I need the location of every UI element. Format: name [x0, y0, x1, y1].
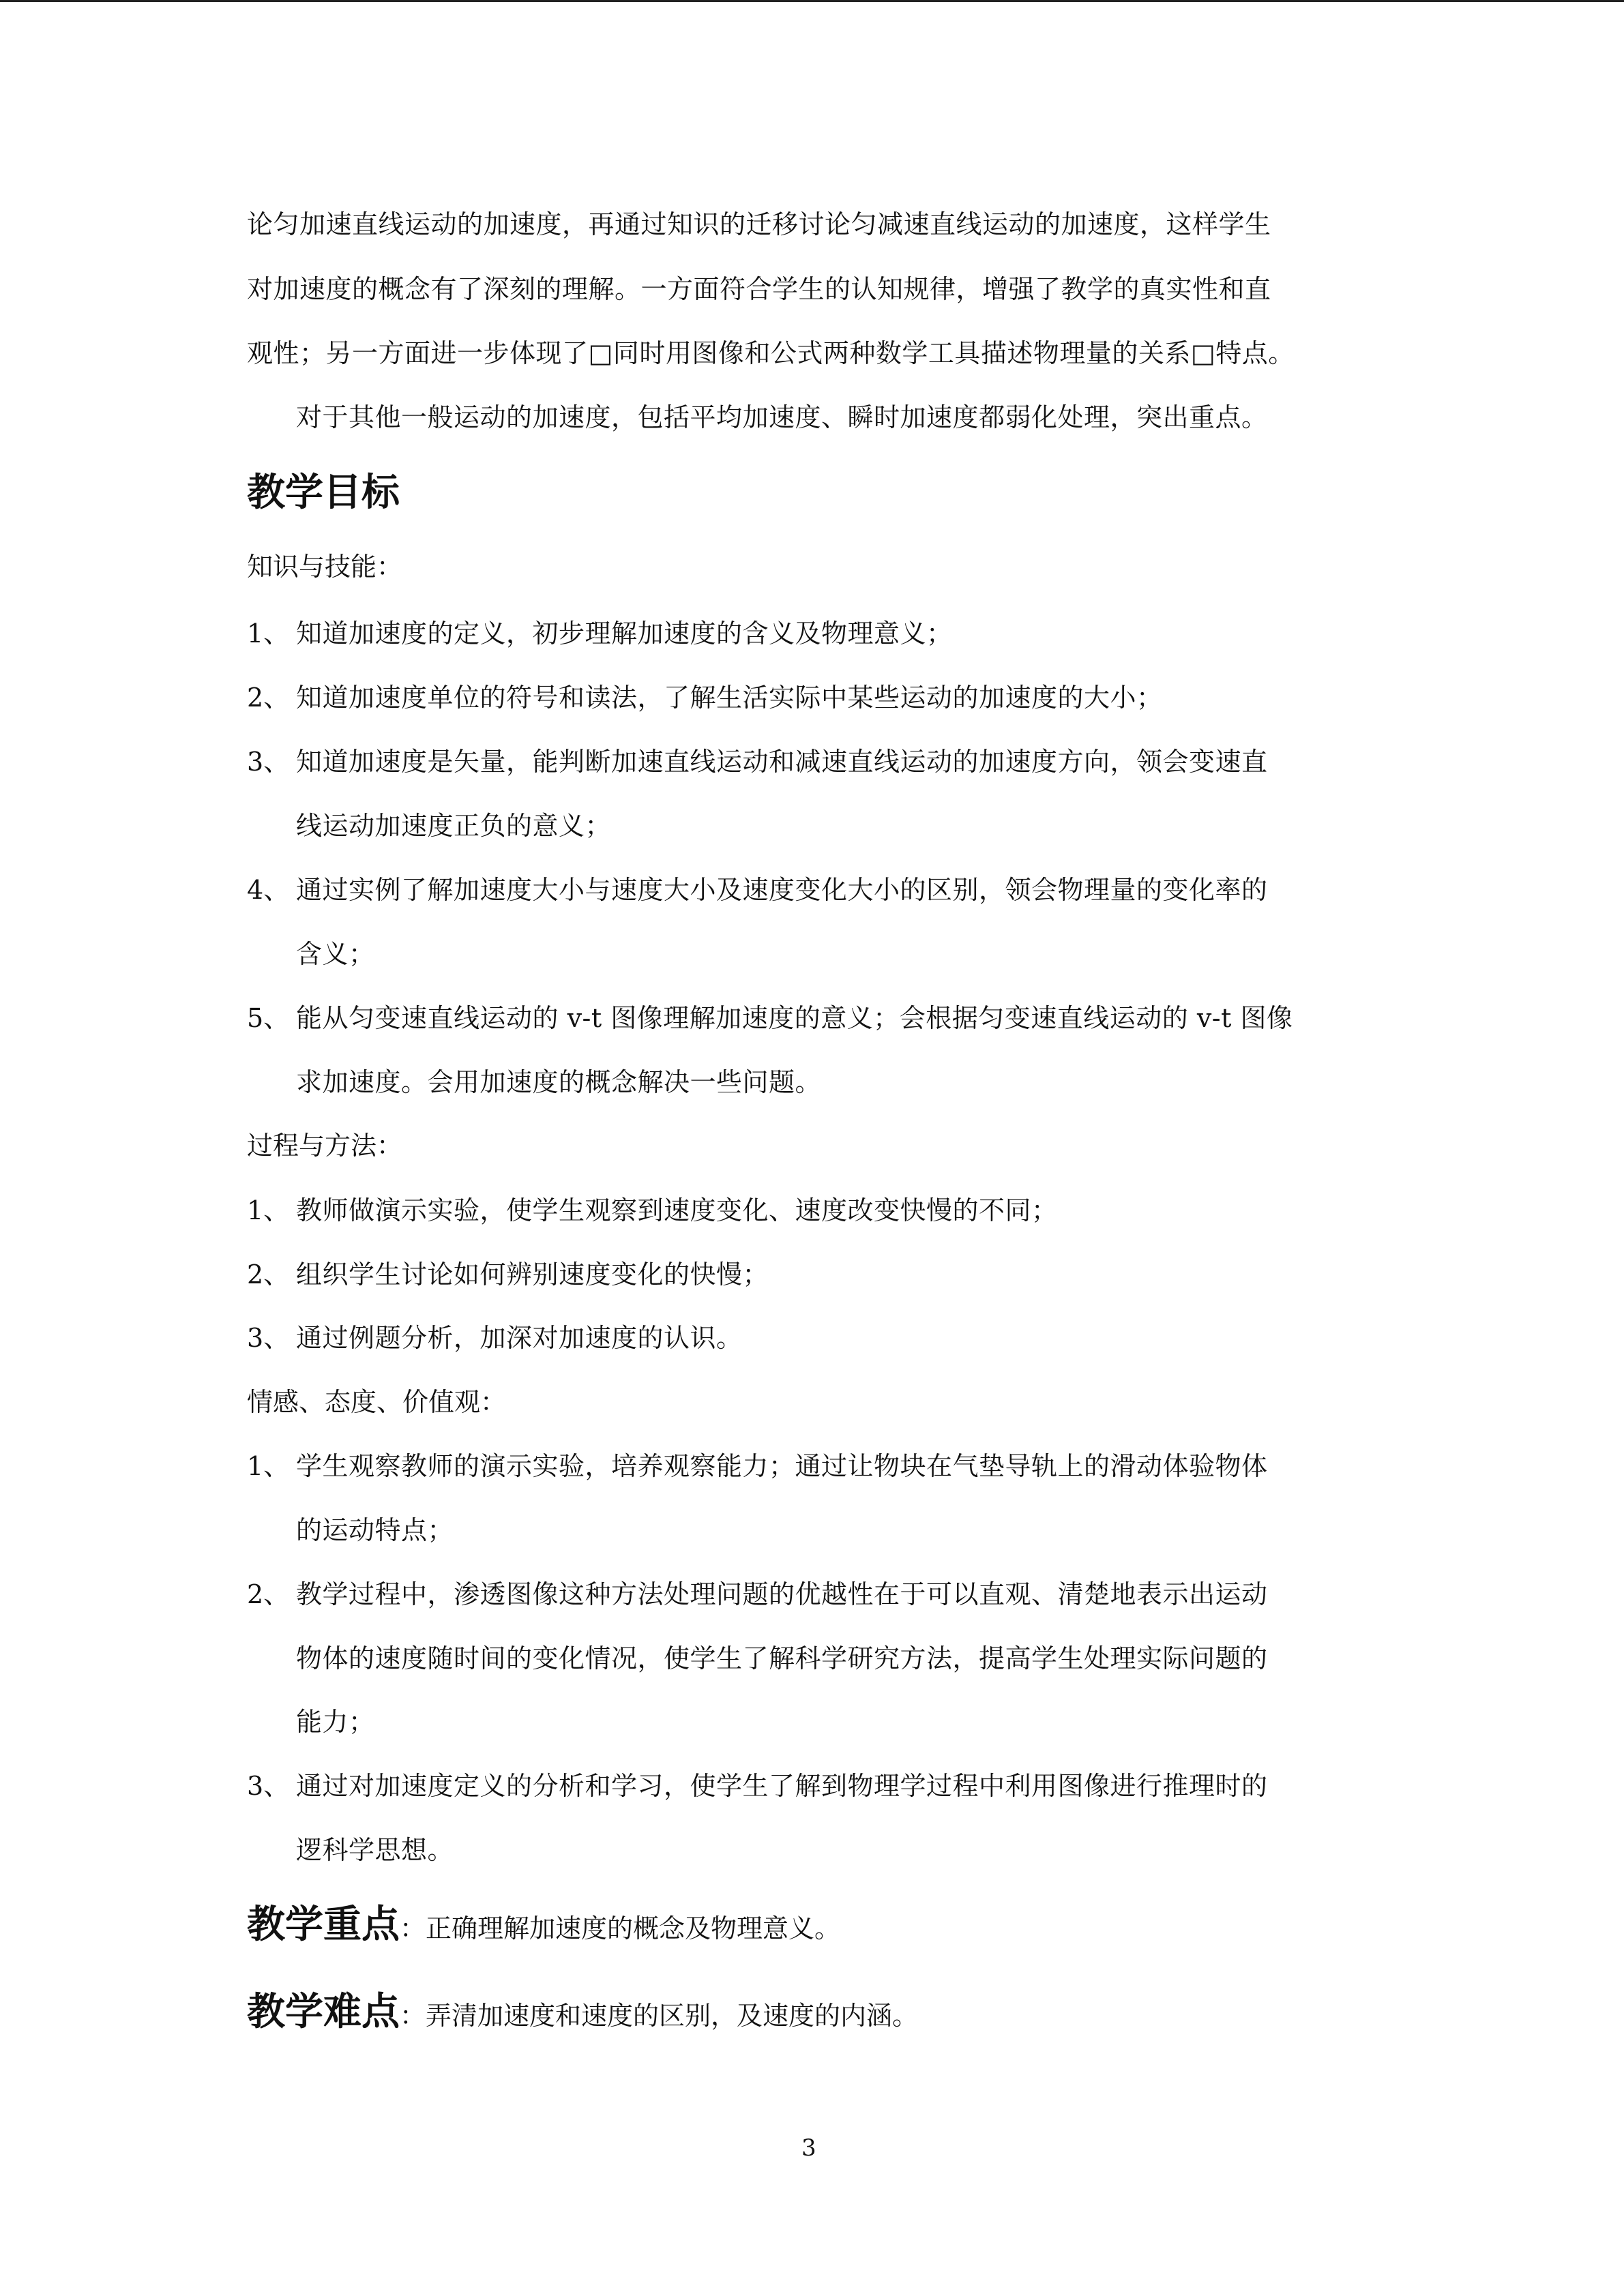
key-point — [247, 1894, 840, 1949]
intro-paragraph-2: 对于其他一般运动的加速度，包括平均加速度、瞬时加速度都弱化处理，突出重点。 — [296, 402, 1268, 432]
intro-line-2: 对加速度的概念有了深刻的理解。一方面符合学生的认知规律，增强了教学的真实性和直 — [247, 274, 1271, 304]
list-number: 2、 — [247, 1579, 290, 1609]
list-number: 1、 — [247, 1195, 290, 1225]
list-number: 3、 — [247, 1323, 290, 1353]
list-item-continuation: 逻科学思想。 — [296, 1835, 454, 1865]
intro-line-3: 观性；另一方面进一步体现了□同时用图像和公式两种数学工具描述物理量的关系□特点。 — [247, 338, 1295, 368]
list-item-continuation: 物体的速度随时间的变化情况，使学生了解科学研究方法，提高学生处理实际问题的 — [296, 1643, 1268, 1673]
list-item-continuation: 含义； — [296, 939, 375, 969]
list-item: 通过例题分析，加深对加速度的认识。 — [296, 1323, 743, 1353]
list-item-continuation: 求加速度。会用加速度的概念解决一些问题。 — [296, 1067, 822, 1097]
list-item: 知道加速度的定义，初步理解加速度的含义及物理意义； — [296, 618, 953, 648]
process-subtitle: 过程与方法： — [247, 1131, 403, 1161]
list-item: 通过实例了解加速度大小与速度大小及速度变化大小的区别，领会物理量的变化率的 — [296, 875, 1268, 905]
list-item-continuation: 的运动特点； — [296, 1515, 454, 1545]
list-number: 4、 — [247, 875, 290, 905]
list-item: 能从匀变速直线运动的 v-t 图像理解加速度的意义；会根据匀变速直线运动的 v-t 图像 — [296, 1003, 1293, 1033]
list-number: 3、 — [247, 747, 290, 777]
difficult-point-label: 教学难点 — [247, 1990, 400, 2034]
page-number: 3 — [801, 2134, 816, 2162]
section-heading-goals: 教学目标 — [247, 471, 400, 515]
list-item: 知道加速度单位的符号和读法，了解生活实际中某些运动的加速度的大小； — [296, 683, 1163, 713]
list-item: 学生观察教师的演示实验，培养观察能力；通过让物块在气垫导轨上的滑动体验物体 — [296, 1451, 1268, 1481]
knowledge-subtitle: 知识与技能： — [247, 552, 403, 582]
list-item: 通过对加速度定义的分析和学习，使学生了解到物理学过程中利用图像进行推理时的 — [296, 1771, 1268, 1801]
difficult-point — [247, 1982, 918, 2036]
list-number: 2、 — [247, 683, 290, 713]
difficult-point-text: ：弄清加速度和速度的区别，及速度的内涵。 — [400, 2001, 919, 2031]
list-number: 1、 — [247, 1451, 290, 1481]
list-item: 组织学生讨论如何辨别速度变化的快慢； — [296, 1259, 769, 1289]
key-point-label: 教学重点 — [247, 1903, 400, 1947]
emotion-subtitle: 情感、态度、价值观： — [247, 1387, 507, 1417]
list-item-continuation: 能力； — [296, 1707, 375, 1737]
intro-line-1: 论匀加速直线运动的加速度，再通过知识的迁移讨论匀减速直线运动的加速度，这样学生 — [247, 209, 1271, 239]
page-top-border — [0, 0, 1624, 2]
list-item-continuation: 线运动加速度正负的意义； — [296, 811, 612, 841]
key-point-text: ：正确理解加速度的概念及物理意义。 — [400, 1913, 841, 1943]
list-item: 教师做演示实验，使学生观察到速度变化、速度改变快慢的不同； — [296, 1195, 1058, 1225]
list-number: 3、 — [247, 1771, 290, 1801]
list-number: 2、 — [247, 1259, 290, 1289]
list-item: 教学过程中，渗透图像这种方法处理问题的优越性在于可以直观、清楚地表示出运动 — [296, 1579, 1268, 1609]
list-number: 1、 — [247, 618, 290, 648]
list-item: 知道加速度是矢量，能判断加速直线运动和减速直线运动的加速度方向，领会变速直 — [296, 747, 1268, 777]
list-number: 5、 — [247, 1003, 290, 1033]
